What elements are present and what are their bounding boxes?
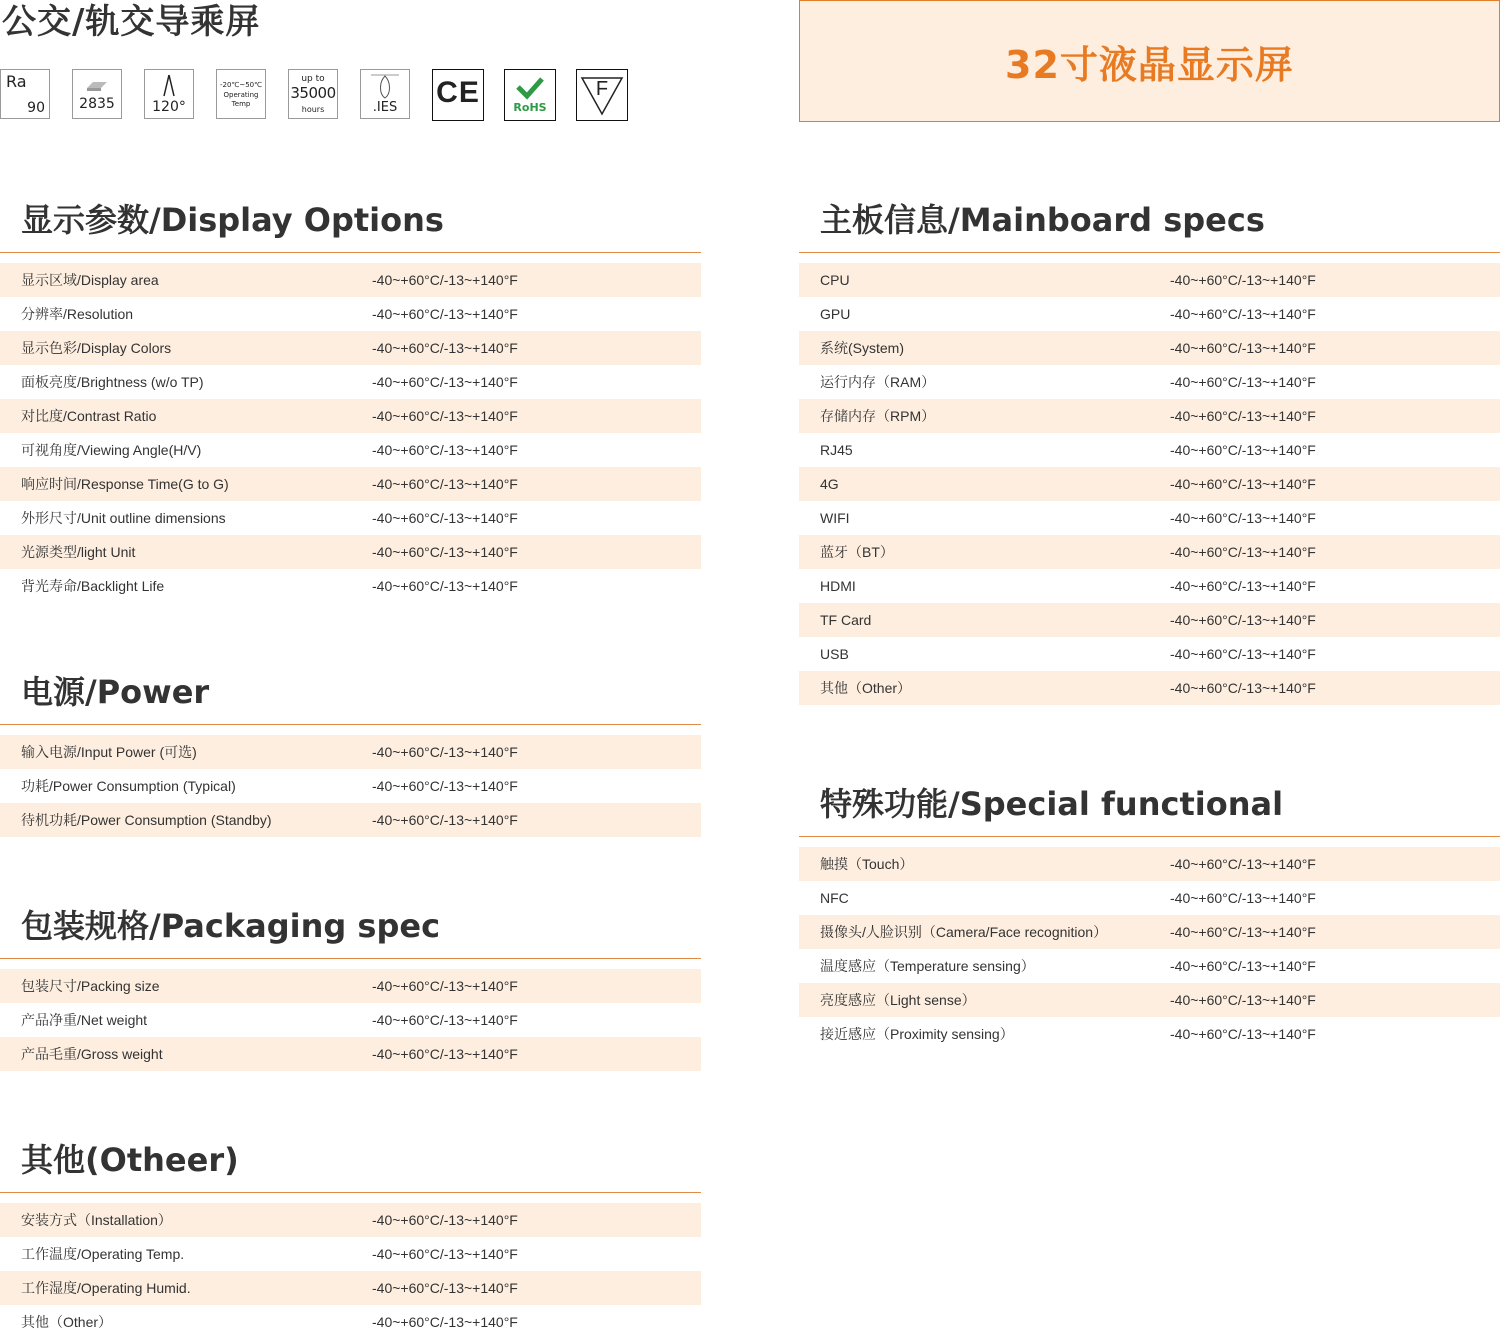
spec-row bbox=[799, 637, 1500, 671]
spec-label: 分辨率/Resolution bbox=[21, 306, 134, 322]
spec-label: 系统(System) bbox=[820, 340, 904, 356]
spec-row bbox=[799, 297, 1500, 331]
spec-value: -40~+60°C/-13~+140°F bbox=[1170, 340, 1316, 356]
section-heading: 主板信息/Mainboard specs bbox=[820, 201, 1265, 239]
rohs-text: RoHS bbox=[513, 101, 547, 114]
spec-label: 安装方式（Installation） bbox=[21, 1212, 172, 1228]
spec-label: GPU bbox=[820, 306, 851, 322]
spec-value: -40~+60°C/-13~+140°F bbox=[372, 778, 518, 794]
section-display bbox=[0, 181, 701, 603]
spec-label: 显示色彩/Display Colors bbox=[21, 340, 172, 356]
spec-label: 面板亮度/Brightness (w/o TP) bbox=[21, 374, 204, 390]
spec-row bbox=[0, 1203, 701, 1237]
spec-row bbox=[0, 803, 701, 837]
spec-label: 4G bbox=[820, 476, 839, 492]
spec-row bbox=[0, 263, 701, 297]
ce-mark-icon bbox=[432, 69, 484, 121]
spec-value: -40~+60°C/-13~+140°F bbox=[1170, 992, 1316, 1008]
spec-row bbox=[0, 1305, 701, 1339]
f-mark-icon bbox=[576, 69, 628, 121]
section-heading: 特殊功能/Special functional bbox=[820, 785, 1284, 823]
spec-row bbox=[0, 1037, 701, 1071]
spec-label: 包装尺寸/Packing size bbox=[21, 978, 160, 994]
spec-row bbox=[799, 501, 1500, 535]
spec-row bbox=[0, 433, 701, 467]
bulb-icon bbox=[361, 72, 409, 102]
life-top: up to bbox=[301, 74, 325, 84]
spec-row bbox=[0, 399, 701, 433]
spec-row bbox=[0, 569, 701, 603]
temp-label-2: Temp bbox=[231, 100, 251, 108]
spec-value: -40~+60°C/-13~+140°F bbox=[372, 1280, 518, 1296]
spec-value: -40~+60°C/-13~+140°F bbox=[1170, 408, 1316, 424]
spec-label: 工作湿度/Operating Humid. bbox=[21, 1280, 191, 1296]
section-packaging bbox=[0, 887, 701, 1071]
spec-row bbox=[799, 603, 1500, 637]
spec-label: 功耗/Power Consumption (Typical) bbox=[21, 778, 236, 794]
spec-label: 背光寿命/Backlight Life bbox=[21, 578, 165, 594]
spec-value: -40~+60°C/-13~+140°F bbox=[1170, 958, 1316, 974]
spec-value: -40~+60°C/-13~+140°F bbox=[1170, 646, 1316, 662]
spec-label: 可视角度/Viewing Angle(H/V) bbox=[21, 442, 202, 458]
spec-label: HDMI bbox=[820, 578, 856, 594]
ies-icon bbox=[360, 69, 410, 119]
spec-label: NFC bbox=[820, 890, 849, 906]
spec-value: -40~+60°C/-13~+140°F bbox=[1170, 612, 1316, 628]
angle-value: 120° bbox=[152, 99, 186, 115]
spec-value: -40~+60°C/-13~+140°F bbox=[1170, 1026, 1316, 1042]
angle-lines-icon bbox=[145, 72, 193, 100]
spec-label: 接近感应（Proximity sensing） bbox=[820, 1026, 1014, 1042]
spec-row bbox=[799, 1017, 1500, 1051]
spec-value: -40~+60°C/-13~+140°F bbox=[372, 408, 518, 424]
spec-value: -40~+60°C/-13~+140°F bbox=[1170, 856, 1316, 872]
spec-label: 工作温度/Operating Temp. bbox=[21, 1246, 185, 1262]
spec-value: -40~+60°C/-13~+140°F bbox=[372, 510, 518, 526]
spec-label: RJ45 bbox=[820, 442, 853, 458]
spec-list bbox=[0, 735, 701, 837]
spec-label: 输入电源/Input Power (可选) bbox=[21, 744, 197, 760]
spec-value: -40~+60°C/-13~+140°F bbox=[372, 744, 518, 760]
life-value: 35000 bbox=[290, 84, 336, 102]
spec-row bbox=[0, 1271, 701, 1305]
spec-value: -40~+60°C/-13~+140°F bbox=[1170, 924, 1316, 940]
spec-row bbox=[799, 365, 1500, 399]
spec-value: -40~+60°C/-13~+140°F bbox=[1170, 476, 1316, 492]
spec-value: -40~+60°C/-13~+140°F bbox=[1170, 890, 1316, 906]
spec-label: 其他（Other） bbox=[820, 680, 912, 696]
spec-row bbox=[0, 501, 701, 535]
spec-value: -40~+60°C/-13~+140°F bbox=[372, 812, 518, 828]
spec-value: -40~+60°C/-13~+140°F bbox=[372, 306, 518, 322]
spec-value: -40~+60°C/-13~+140°F bbox=[1170, 306, 1316, 322]
spec-row bbox=[799, 915, 1500, 949]
spec-value: -40~+60°C/-13~+140°F bbox=[1170, 272, 1316, 288]
rohs-icon bbox=[504, 69, 556, 121]
spec-label: CPU bbox=[820, 272, 850, 288]
spec-label: 摄像头/人脸识别（Camera/Face recognition） bbox=[820, 924, 1108, 940]
spec-label: 产品毛重/Gross weight bbox=[21, 1046, 163, 1062]
spec-row bbox=[0, 331, 701, 365]
spec-list bbox=[799, 847, 1500, 1051]
spec-value: -40~+60°C/-13~+140°F bbox=[372, 1012, 518, 1028]
section-heading: 电源/Power bbox=[21, 673, 210, 711]
beam-angle-icon bbox=[144, 69, 194, 119]
page-title: 公交/轨交导乘屏 bbox=[2, 2, 261, 42]
spec-label: 待机功耗/Power Consumption (Standby) bbox=[21, 812, 272, 828]
spec-row bbox=[799, 399, 1500, 433]
ra-value: 90 bbox=[27, 100, 45, 116]
spec-label: 亮度感应（Light sense） bbox=[820, 992, 976, 1008]
spec-label: 显示区域/Display area bbox=[21, 272, 159, 288]
spec-label: 触摸（Touch） bbox=[820, 856, 914, 872]
product-name: 32寸液晶显示屏 bbox=[1005, 42, 1294, 87]
spec-row bbox=[0, 1237, 701, 1271]
section-power bbox=[0, 653, 701, 837]
spec-row bbox=[0, 467, 701, 501]
spec-row bbox=[0, 535, 701, 569]
spec-label: USB bbox=[820, 646, 849, 662]
spec-list bbox=[0, 263, 701, 603]
spec-label: 运行内存（RAM） bbox=[820, 374, 936, 390]
section-special bbox=[799, 765, 1500, 1051]
spec-list bbox=[0, 969, 701, 1071]
spec-label: 蓝牙（BT） bbox=[820, 544, 894, 560]
spec-row bbox=[0, 735, 701, 769]
temp-label-1: Operating bbox=[223, 91, 259, 99]
ies-value: .IES bbox=[372, 100, 398, 115]
spec-label: 外形尺寸/Unit outline dimensions bbox=[21, 510, 226, 526]
spec-row bbox=[799, 847, 1500, 881]
spec-label: 温度感应（Temperature sensing） bbox=[820, 958, 1035, 974]
spec-label: 产品净重/Net weight bbox=[21, 1012, 148, 1028]
spec-value: -40~+60°C/-13~+140°F bbox=[1170, 510, 1316, 526]
led-value: 2835 bbox=[79, 96, 115, 112]
ce-text: CE bbox=[436, 76, 480, 109]
led-chip-icon bbox=[72, 69, 122, 119]
spec-value: -40~+60°C/-13~+140°F bbox=[1170, 680, 1316, 696]
spec-value: -40~+60°C/-13~+140°F bbox=[1170, 374, 1316, 390]
spec-value: -40~+60°C/-13~+140°F bbox=[372, 476, 518, 492]
spec-row bbox=[0, 297, 701, 331]
spec-label: TF Card bbox=[820, 612, 872, 628]
life-unit: hours bbox=[301, 105, 325, 114]
spec-value: -40~+60°C/-13~+140°F bbox=[372, 978, 518, 994]
spec-value: -40~+60°C/-13~+140°F bbox=[372, 1212, 518, 1228]
temp-range: -20℃~50℃ bbox=[220, 81, 262, 89]
spec-row bbox=[799, 263, 1500, 297]
spec-value: -40~+60°C/-13~+140°F bbox=[372, 374, 518, 390]
spec-value: -40~+60°C/-13~+140°F bbox=[372, 340, 518, 356]
spec-row bbox=[0, 769, 701, 803]
spec-row bbox=[799, 535, 1500, 569]
spec-label: 光源类型/light Unit bbox=[21, 544, 136, 560]
section-heading: 包装规格/Packaging spec bbox=[21, 907, 441, 945]
ra-icon bbox=[0, 69, 50, 119]
spec-value: -40~+60°C/-13~+140°F bbox=[1170, 442, 1316, 458]
spec-row bbox=[799, 569, 1500, 603]
spec-row bbox=[799, 433, 1500, 467]
ra-label: Ra bbox=[6, 72, 27, 91]
spec-value: -40~+60°C/-13~+140°F bbox=[372, 578, 518, 594]
spec-label: WIFI bbox=[820, 510, 850, 526]
spec-label: 其他（Other） bbox=[21, 1314, 113, 1330]
section-other bbox=[0, 1121, 701, 1339]
spec-value: -40~+60°C/-13~+140°F bbox=[372, 442, 518, 458]
spec-row bbox=[0, 365, 701, 399]
spec-value: -40~+60°C/-13~+140°F bbox=[372, 544, 518, 560]
section-heading: 显示参数/Display Options bbox=[21, 201, 444, 239]
spec-label: 存储内存（RPM） bbox=[820, 408, 936, 424]
spec-row bbox=[799, 881, 1500, 915]
spec-row bbox=[799, 983, 1500, 1017]
spec-label: 响应时间/Response Time(G to G) bbox=[21, 476, 229, 492]
spec-row bbox=[0, 1003, 701, 1037]
operating-temp-icon bbox=[216, 69, 266, 119]
spec-row bbox=[799, 331, 1500, 365]
spec-row bbox=[0, 969, 701, 1003]
spec-list bbox=[0, 1203, 701, 1339]
f-text: F bbox=[595, 78, 609, 100]
spec-list bbox=[799, 263, 1500, 705]
spec-row bbox=[799, 949, 1500, 983]
spec-label: 对比度/Contrast Ratio bbox=[21, 408, 157, 424]
product-banner bbox=[799, 0, 1500, 122]
spec-row bbox=[799, 671, 1500, 705]
spec-value: -40~+60°C/-13~+140°F bbox=[372, 1314, 518, 1330]
spec-value: -40~+60°C/-13~+140°F bbox=[372, 272, 518, 288]
rohs-check-icon bbox=[506, 74, 554, 102]
section-heading: 其他(Otheer) bbox=[21, 1141, 239, 1179]
spec-row bbox=[799, 467, 1500, 501]
section-mainboard bbox=[799, 181, 1500, 705]
spec-value: -40~+60°C/-13~+140°F bbox=[1170, 544, 1316, 560]
spec-value: -40~+60°C/-13~+140°F bbox=[372, 1046, 518, 1062]
lifetime-icon bbox=[288, 69, 338, 119]
spec-value: -40~+60°C/-13~+140°F bbox=[1170, 578, 1316, 594]
spec-value: -40~+60°C/-13~+140°F bbox=[372, 1246, 518, 1262]
